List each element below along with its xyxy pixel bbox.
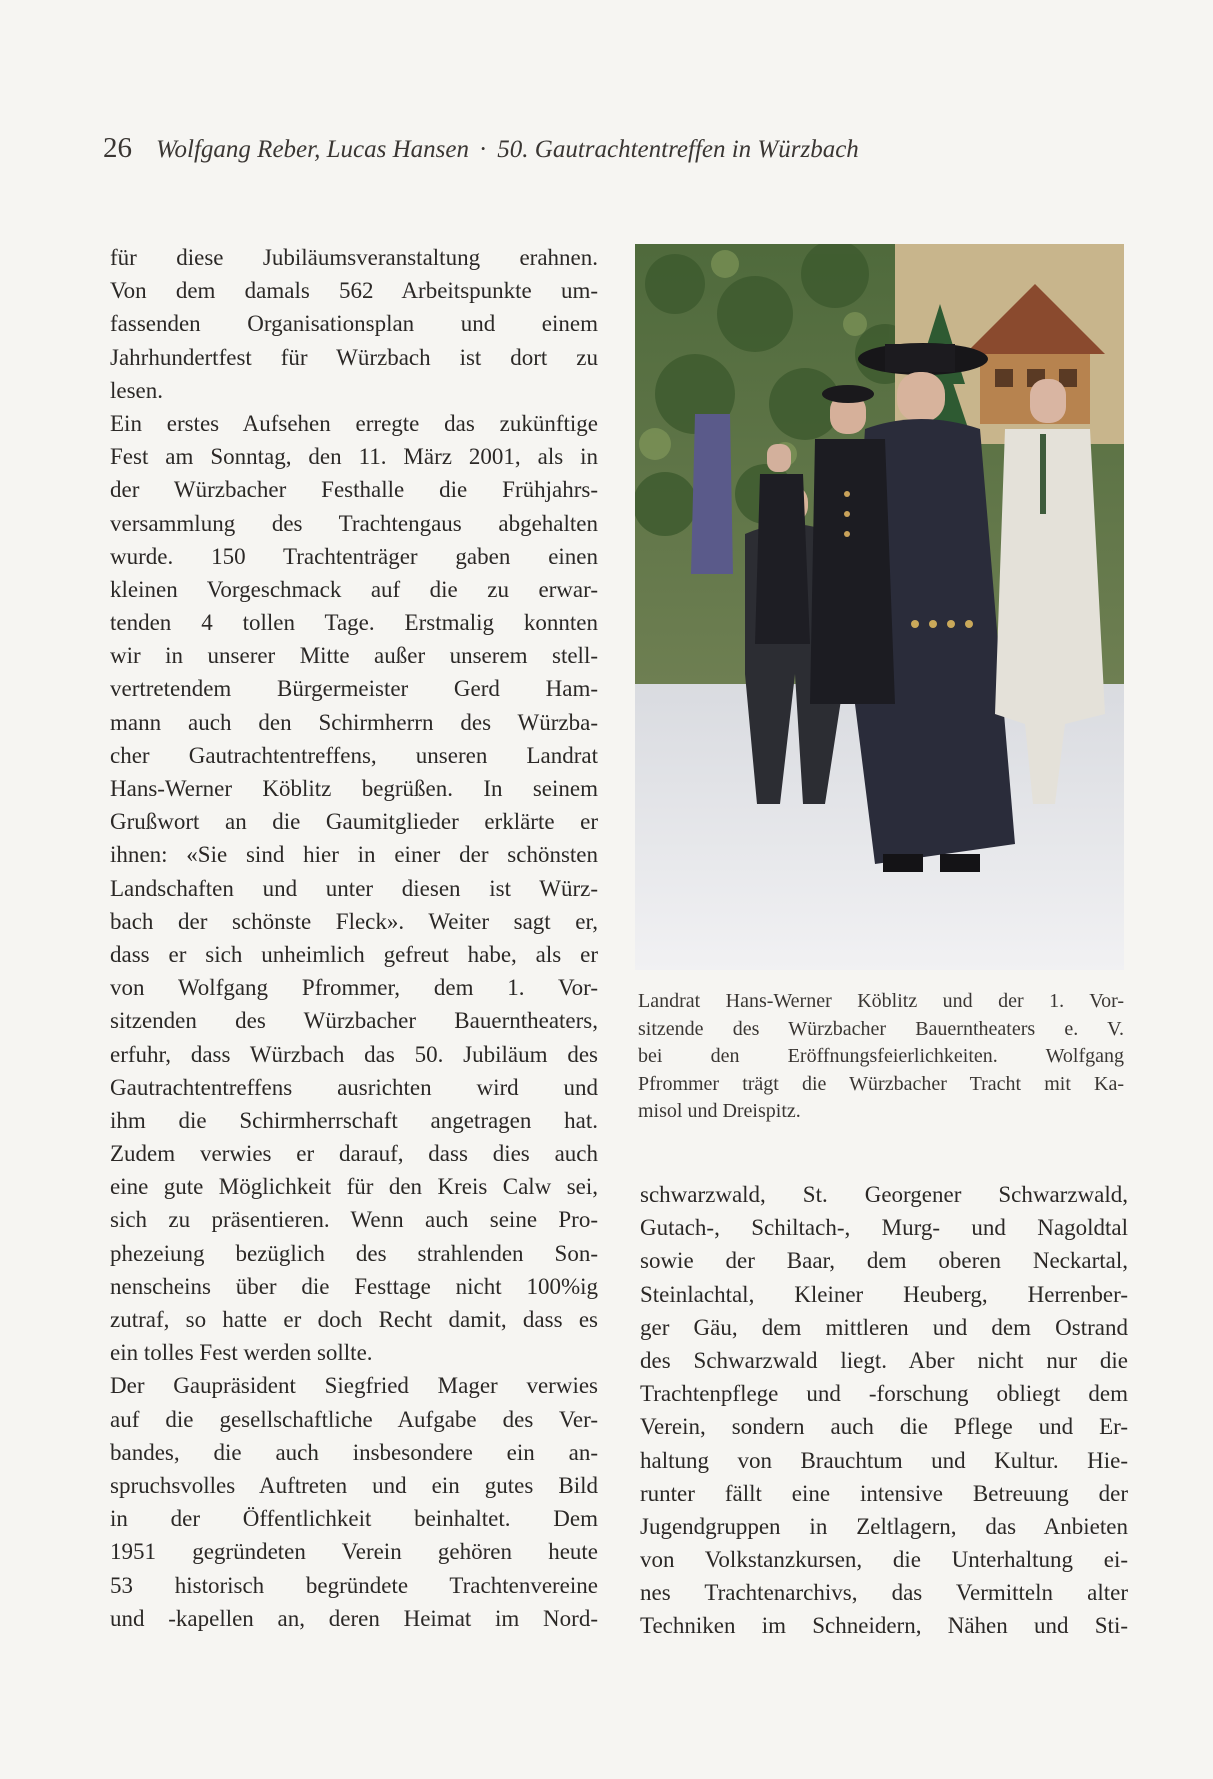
left-column-line: nenscheins über die Festtage nicht 100%ig bbox=[110, 1273, 598, 1299]
header-separator: · bbox=[478, 136, 488, 163]
left-column-line: spruchsvolles Auftreten und ein gutes Bild bbox=[110, 1472, 598, 1498]
left-column-line: für diese Jubiläumsveranstaltung erahnen. bbox=[110, 245, 598, 270]
left-column-line: Gautrachtentreffens ausrichten wird und bbox=[110, 1074, 598, 1100]
left-column-line: in der Öffentlichkeit beinhaltet. Dem bbox=[110, 1506, 598, 1532]
left-column-line: fassenden Organisationsplan und einem bbox=[110, 311, 598, 337]
right-column-line: Verein, sondern auch die Pflege und Er- bbox=[640, 1414, 1128, 1440]
left-column-line: Grußwort an die Gaumitglieder erklärte er bbox=[110, 809, 598, 835]
left-column-line: kleinen Vorgeschmack auf die zu erwar- bbox=[110, 576, 598, 602]
left-column-line: auf die gesellschaftliche Aufgabe des Ver- bbox=[110, 1406, 598, 1432]
caption-line: Landrat Hans-Werner Köblitz und der 1. Vor- bbox=[638, 990, 1124, 1012]
right-column-line: Steinlachtal, Kleiner Heuberg, Herrenber- bbox=[640, 1281, 1128, 1307]
left-column-line: Landschaften und unter diesen ist Würz- bbox=[110, 875, 598, 901]
right-text-column bbox=[640, 1178, 1128, 1643]
left-column-line: 1951 gegründeten Verein gehören heute bbox=[110, 1539, 598, 1565]
left-column-line: bach der schönste Fleck». Weiter sagt er, bbox=[110, 908, 598, 934]
left-column-line: ihnen: «Sie sind hier in einer der schönsten bbox=[110, 842, 598, 868]
event-photo bbox=[635, 244, 1124, 970]
left-column-line: wurde. 150 Trachtenträger gaben einen bbox=[110, 543, 598, 569]
left-column-line: tenden 4 tollen Tage. Erstmalig konnten bbox=[110, 610, 598, 636]
left-column-line: mann auch den Schirmherrn des Würzba- bbox=[110, 709, 598, 735]
left-column-line: ihm die Schirmherrschaft angetragen hat. bbox=[110, 1107, 598, 1133]
left-column-line: phezeiung bezüglich des strahlenden Son- bbox=[110, 1240, 598, 1266]
left-text-column bbox=[110, 241, 598, 1635]
right-column-line: runter fällt eine intensive Betreuung der bbox=[640, 1480, 1128, 1506]
left-column-line: lesen. bbox=[110, 377, 164, 403]
left-column-line: 53 historisch begründete Trachtenvereine bbox=[110, 1572, 598, 1598]
left-column-line: Der Gaupräsident Siegfried Mager verwies bbox=[110, 1373, 598, 1399]
left-column-line: Fest am Sonntag, den 11. März 2001, als in bbox=[110, 444, 598, 470]
page-number: 26 bbox=[103, 132, 132, 164]
right-column-line: Trachtenpflege und -forschung obliegt dem bbox=[640, 1381, 1128, 1407]
right-column-line: haltung von Brauchtum und Kultur. Hie- bbox=[640, 1447, 1128, 1473]
left-column-line: dass er sich unheimlich gefreut habe, als er bbox=[110, 941, 598, 967]
left-column-line: der Würzbacher Festhalle die Frühjahrs- bbox=[110, 477, 598, 503]
left-column-line: sich zu präsentieren. Wenn auch seine Pro- bbox=[110, 1207, 598, 1233]
left-column-line: bandes, die auch insbesondere ein an- bbox=[110, 1439, 598, 1465]
left-column-line: Jahrhundertfest für Würzbach ist dort zu bbox=[110, 344, 598, 370]
photo-illustration bbox=[635, 244, 1124, 970]
right-column-line: sowie der Baar, dem oberen Neckartal, bbox=[640, 1248, 1128, 1274]
right-column-line: Gutach-, Schiltach-, Murg- und Nagoldtal bbox=[640, 1215, 1128, 1241]
header-authors: Wolfgang Reber, Lucas Hansen bbox=[156, 136, 469, 163]
left-column-line: wir in unserer Mitte außer unserem stell- bbox=[110, 643, 598, 669]
left-column-line: Ein erstes Aufsehen erregte das zukünftige bbox=[110, 410, 598, 436]
left-column-line: Zudem verwies er darauf, dass dies auch bbox=[110, 1141, 598, 1167]
left-column-line: ein tolles Fest werden sollte. bbox=[110, 1340, 373, 1366]
left-column-line: versammlung des Trachtengaus abgehalten bbox=[110, 510, 598, 536]
right-column-line: Jugendgruppen in Zeltlagern, das Anbieten bbox=[640, 1513, 1128, 1539]
caption-line: Pfrommer trägt die Würzbacher Tracht mit Ka- bbox=[638, 1072, 1124, 1095]
caption-line: sitzende des Würzbacher Bauerntheaters e. V. bbox=[638, 1017, 1124, 1040]
right-column-line: schwarzwald, St. Georgener Schwarzwald, bbox=[640, 1182, 1128, 1207]
right-column-line: Techniken im Schneidern, Nähen und Sti- bbox=[640, 1613, 1128, 1639]
left-column-line: Von dem damals 562 Arbeitspunkte um- bbox=[110, 278, 598, 304]
right-column-line: nes Trachtenarchivs, das Vermitteln alter bbox=[640, 1580, 1128, 1606]
left-column-line: Hans-Werner Köblitz begrüßen. In seinem bbox=[110, 776, 598, 801]
right-column-line: des Schwarzwald liegt. Aber nicht nur die bbox=[640, 1347, 1128, 1373]
left-column-line: cher Gautrachtentreffens, unseren Landrat bbox=[110, 742, 598, 768]
right-column-line: ger Gäu, dem mittleren und dem Ostrand bbox=[640, 1314, 1128, 1340]
left-column-line: von Wolfgang Pfrommer, dem 1. Vor- bbox=[110, 975, 598, 1001]
photo-caption bbox=[638, 988, 1124, 1126]
header-title: 50. Gautrachtentreffen in Würzbach bbox=[497, 136, 859, 163]
caption-line: misol und Dreispitz. bbox=[638, 1100, 801, 1123]
caption-line: bei den Eröffnungsfeierlichkeiten. Wolfgang bbox=[638, 1045, 1124, 1068]
left-column-line: vertretendem Bürgermeister Gerd Ham- bbox=[110, 676, 598, 702]
left-column-line: zutraf, so hatte er doch Recht damit, dass es bbox=[110, 1307, 598, 1332]
left-column-line: und -kapellen an, deren Heimat im Nord- bbox=[110, 1605, 598, 1631]
left-column-line: sitzenden des Würzbacher Bauerntheaters, bbox=[110, 1008, 598, 1034]
running-header bbox=[103, 132, 859, 165]
right-column-line: von Volkstanzkursen, die Unterhaltung ei- bbox=[640, 1547, 1128, 1573]
left-column-line: eine gute Möglichkeit für den Kreis Calw sei, bbox=[110, 1174, 598, 1200]
left-column-line: erfuhr, dass Würzbach das 50. Jubiläum des bbox=[110, 1041, 598, 1067]
